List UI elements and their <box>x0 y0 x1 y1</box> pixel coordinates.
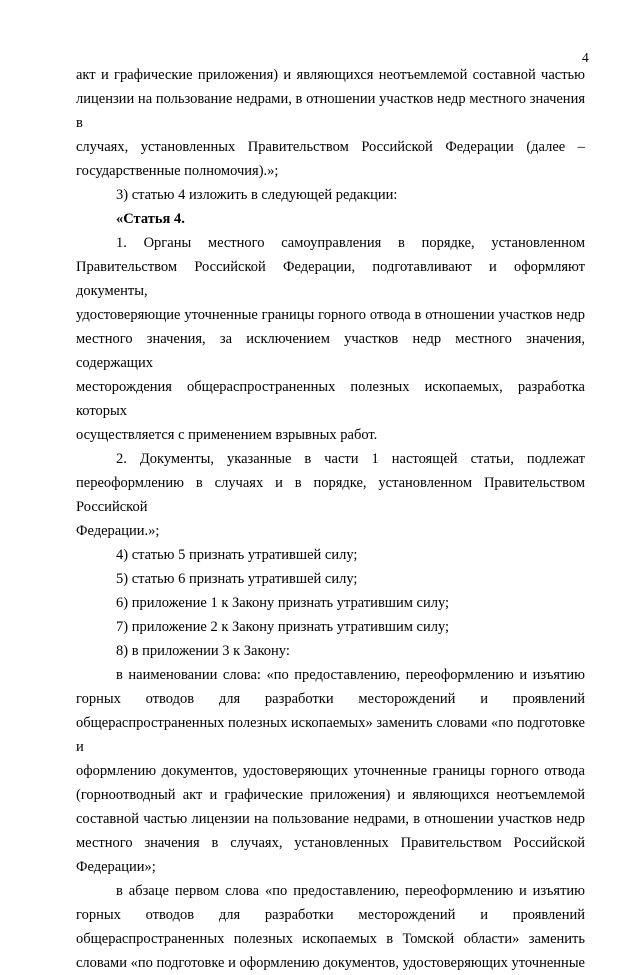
paragraph <box>76 879 585 975</box>
paragraph <box>76 183 585 207</box>
paragraph <box>76 63 585 183</box>
text-line: Правительством Российской Федерации, подготавливают и оформляют документы, <box>76 259 585 299</box>
list-item <box>76 591 585 615</box>
text-line: 7) приложение 2 к Закону признать утратившим силу; <box>116 619 450 635</box>
text-line: местного значения в случаях, установленных Правительством Российской <box>76 835 585 851</box>
paragraph <box>76 663 585 879</box>
text-line: горных отводов для разработки месторождений и проявлений <box>76 691 585 707</box>
text-line: 3) статью 4 изложить в следующей редакции: <box>116 187 398 203</box>
text-line: государственные полномочия).»; <box>76 163 279 179</box>
list-item <box>76 615 585 639</box>
text-line: (горноотводный акт и графические приложения) и являющихся неотъемлемой <box>76 787 585 803</box>
text-line: 2. Документы, указанные в части 1 настоящей статьи, подлежат <box>116 451 585 467</box>
text-line: лицензии на пользование недрами, в отношении участков недр местного значения в <box>76 91 585 131</box>
text-line: 1. Органы местного самоуправления в порядке, установленном <box>116 235 585 251</box>
text-line: месторождения общераспространенных полезных ископаемых, разработка которых <box>76 379 585 419</box>
text-line: 5) статью 6 признать утратившей силу; <box>116 571 358 587</box>
text-line: 6) приложение 1 к Закону признать утратившим силу; <box>116 595 450 611</box>
list-item <box>76 543 585 567</box>
text-line: горных отводов для разработки месторождений и проявлений <box>76 907 585 923</box>
text-line: в наименовании слова: «по предоставлению, переоформлению и изъятию <box>116 667 585 683</box>
list-item <box>76 639 585 663</box>
text-line: удостоверяющие уточненные границы горного отвода в отношении участков недр <box>76 307 585 323</box>
paragraph <box>76 231 585 447</box>
text-line: общераспространенных полезных ископаемых» заменить словами «по подготовке и <box>76 715 585 755</box>
text-line: Федерации.»; <box>76 523 160 539</box>
text-line: акт и графические приложения) и являющихся неотъемлемой составной частью <box>76 67 585 83</box>
text-line: переоформлению в случаях и в порядке, установленном Правительством Российской <box>76 475 585 515</box>
text-line: 4) статью 5 признать утратившей силу; <box>116 547 358 563</box>
text-line: оформлению документов, удостоверяющих уточненные границы горного отвода <box>76 763 585 779</box>
text-line: местного значения, за исключением участков недр местного значения, содержащих <box>76 331 585 371</box>
text-line: случаях, установленных Правительством Российской Федерации (далее – <box>76 139 585 155</box>
page-number: 4 <box>582 50 589 65</box>
text-line: общераспространенных полезных ископаемых в Томской области» заменить <box>76 931 585 947</box>
text-line: осуществляется с применением взрывных работ. <box>76 427 378 443</box>
article-title <box>76 207 585 231</box>
text-line: словами «по подготовке и оформлению документов, удостоверяющих уточненные <box>76 955 585 971</box>
text-line: Федерации»; <box>76 859 156 875</box>
list-item <box>76 567 585 591</box>
text-line: составной частью лицензии на пользование недрами, в отношении участков недр <box>76 811 585 827</box>
text-line: 8) в приложении 3 к Закону: <box>116 643 290 659</box>
text-line: «Статья 4. <box>116 211 185 227</box>
document-body <box>76 63 585 975</box>
paragraph <box>76 447 585 543</box>
text-line: в абзаце первом слова «по предоставлению, переоформлению и изъятию <box>116 883 585 899</box>
